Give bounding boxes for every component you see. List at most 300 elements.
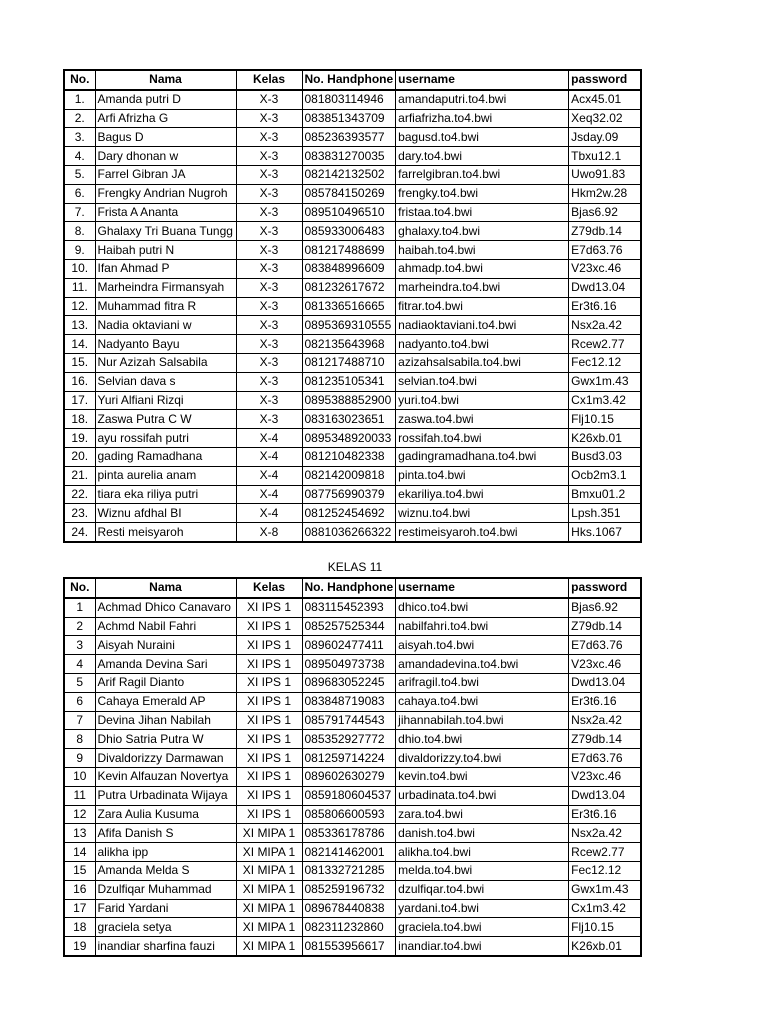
cell-handphone: 085352927772 <box>302 730 396 749</box>
cell-no: 2 <box>64 617 95 636</box>
cell-username: nadiaoktaviani.to4.bwi <box>396 316 569 335</box>
table-row <box>64 824 641 843</box>
cell-kelas: XI IPS 1 <box>236 673 302 692</box>
table-row <box>64 655 641 674</box>
cell-username: yardani.to4.bwi <box>396 899 569 918</box>
cell-handphone: 082311232860 <box>302 918 396 937</box>
cell-no: 10. <box>64 259 95 278</box>
cell-nama: Dary dhonan w <box>95 147 236 166</box>
cell-no: 1 <box>64 598 95 617</box>
cell-handphone: 081210482338 <box>302 447 396 466</box>
cell-handphone: 085933006483 <box>302 222 396 241</box>
cell-handphone: 083848719083 <box>302 692 396 711</box>
cell-nama: Haibah putri N <box>95 241 236 260</box>
cell-password: Dwd13.04 <box>569 278 641 297</box>
cell-no: 1. <box>64 90 95 109</box>
cell-handphone: 081252454692 <box>302 504 396 523</box>
table-row <box>64 429 641 448</box>
table-row <box>64 730 641 749</box>
cell-kelas: XI IPS 1 <box>236 598 302 617</box>
cell-no: 4 <box>64 655 95 674</box>
table-row <box>64 466 641 485</box>
header-nama: Nama <box>95 578 236 598</box>
cell-password: V23xc.46 <box>569 259 641 278</box>
table-row <box>64 711 641 730</box>
cell-handphone: 081259714224 <box>302 749 396 768</box>
cell-kelas: X-3 <box>236 278 302 297</box>
cell-username: nabilfahri.to4.bwi <box>396 617 569 636</box>
cell-password: Gwx1m.43 <box>569 372 641 391</box>
cell-username: pinta.to4.bwi <box>396 466 569 485</box>
cell-kelas: X-3 <box>236 203 302 222</box>
cell-kelas: X-3 <box>236 109 302 128</box>
table-row <box>64 372 641 391</box>
cell-kelas: X-3 <box>236 372 302 391</box>
cell-handphone: 0895369310555 <box>302 316 396 335</box>
cell-nama: pinta aurelia anam <box>95 466 236 485</box>
cell-handphone: 085236393577 <box>302 128 396 147</box>
table-row <box>64 937 641 956</box>
cell-kelas: XI IPS 1 <box>236 655 302 674</box>
cell-password: Dwd13.04 <box>569 673 641 692</box>
cell-handphone: 085257525344 <box>302 617 396 636</box>
cell-no: 3. <box>64 128 95 147</box>
cell-kelas: X-3 <box>236 391 302 410</box>
cell-nama: Nadyanto Bayu <box>95 335 236 354</box>
cell-no: 12 <box>64 805 95 824</box>
cell-kelas: X-3 <box>236 165 302 184</box>
cell-nama: Putra Urbadinata Wijaya <box>95 786 236 805</box>
cell-username: zara.to4.bwi <box>396 805 569 824</box>
cell-username: amandaputri.to4.bwi <box>396 90 569 109</box>
cell-handphone: 089683052245 <box>302 673 396 692</box>
cell-kelas: X-4 <box>236 485 302 504</box>
cell-nama: tiara eka riliya putri <box>95 485 236 504</box>
cell-handphone: 081217488710 <box>302 353 396 372</box>
cell-password: Fec12.12 <box>569 861 641 880</box>
cell-password: Er3t6.16 <box>569 692 641 711</box>
cell-nama: Achmad Dhico Canavaro <box>95 598 236 617</box>
cell-username: ekariliya.to4.bwi <box>396 485 569 504</box>
cell-handphone: 081232617672 <box>302 278 396 297</box>
cell-username: fristaa.to4.bwi <box>396 203 569 222</box>
table-row <box>64 880 641 899</box>
cell-handphone: 082142132502 <box>302 165 396 184</box>
cell-username: melda.to4.bwi <box>396 861 569 880</box>
cell-username: kevin.to4.bwi <box>396 767 569 786</box>
section-title-kelas-11: KELAS 11 <box>327 560 383 574</box>
cell-handphone: 081553956617 <box>302 937 396 956</box>
cell-username: restimeisyaroh.to4.bwi <box>396 523 569 542</box>
cell-no: 12. <box>64 297 95 316</box>
cell-nama: Kevin Alfauzan Novertya <box>95 767 236 786</box>
cell-password: Rcew2.77 <box>569 843 641 862</box>
header-username: username <box>396 578 569 598</box>
cell-handphone: 081217488699 <box>302 241 396 260</box>
cell-handphone: 081235105341 <box>302 372 396 391</box>
cell-username: arfiafrizha.to4.bwi <box>396 109 569 128</box>
cell-username: aisyah.to4.bwi <box>396 636 569 655</box>
table-row <box>64 203 641 222</box>
cell-no: 5. <box>64 165 95 184</box>
cell-handphone: 082141462001 <box>302 843 396 862</box>
cell-password: Gwx1m.43 <box>569 880 641 899</box>
table-row <box>64 184 641 203</box>
cell-username: selvian.to4.bwi <box>396 372 569 391</box>
cell-kelas: X-8 <box>236 523 302 542</box>
cell-handphone: 085806600593 <box>302 805 396 824</box>
cell-password: Dwd13.04 <box>569 786 641 805</box>
cell-username: danish.to4.bwi <box>396 824 569 843</box>
header-password: password <box>569 578 641 598</box>
cell-handphone: 082135643968 <box>302 335 396 354</box>
cell-nama: Resti meisyaroh <box>95 523 236 542</box>
cell-handphone: 085336178786 <box>302 824 396 843</box>
table-row <box>64 165 641 184</box>
cell-nama: gading Ramadhana <box>95 447 236 466</box>
table-row <box>64 767 641 786</box>
cell-nama: Nadia oktaviani w <box>95 316 236 335</box>
cell-kelas: XI IPS 1 <box>236 805 302 824</box>
cell-password: Acx45.01 <box>569 90 641 109</box>
cell-username: graciela.to4.bwi <box>396 918 569 937</box>
cell-password: Er3t6.16 <box>569 805 641 824</box>
cell-password: Bjas6.92 <box>569 598 641 617</box>
cell-handphone: 089678440838 <box>302 899 396 918</box>
cell-password: E7d63.76 <box>569 241 641 260</box>
table-row <box>64 617 641 636</box>
cell-nama: Zara Aulia Kusuma <box>95 805 236 824</box>
cell-nama: alikha ipp <box>95 843 236 862</box>
table-row <box>64 636 641 655</box>
table-header-row <box>64 578 641 598</box>
cell-handphone: 081336516665 <box>302 297 396 316</box>
cell-nama: Farrel Gibran JA <box>95 165 236 184</box>
cell-password: Z79db.14 <box>569 730 641 749</box>
cell-password: Flj10.15 <box>569 918 641 937</box>
cell-handphone: 085784150269 <box>302 184 396 203</box>
cell-username: nadyanto.to4.bwi <box>396 335 569 354</box>
cell-no: 7. <box>64 203 95 222</box>
cell-username: wiznu.to4.bwi <box>396 504 569 523</box>
cell-kelas: XI MIPA 1 <box>236 824 302 843</box>
header-username: username <box>396 70 569 90</box>
cell-password: Hkm2w.28 <box>569 184 641 203</box>
cell-username: arifragil.to4.bwi <box>396 673 569 692</box>
cell-handphone: 083851343709 <box>302 109 396 128</box>
cell-handphone: 0881036266322 <box>302 523 396 542</box>
cell-username: marheindra.to4.bwi <box>396 278 569 297</box>
cell-no: 16 <box>64 880 95 899</box>
cell-nama: Frista A Ananta <box>95 203 236 222</box>
cell-username: rossifah.to4.bwi <box>396 429 569 448</box>
cell-kelas: X-3 <box>236 297 302 316</box>
cell-password: V23xc.46 <box>569 655 641 674</box>
cell-kelas: XI IPS 1 <box>236 692 302 711</box>
table-row <box>64 109 641 128</box>
cell-kelas: X-3 <box>236 147 302 166</box>
cell-password: E7d63.76 <box>569 636 641 655</box>
table-row <box>64 128 641 147</box>
cell-no: 8 <box>64 730 95 749</box>
cell-username: alikha.to4.bwi <box>396 843 569 862</box>
cell-username: gadingramadhana.to4.bwi <box>396 447 569 466</box>
cell-password: Cx1m3.42 <box>569 899 641 918</box>
table-row <box>64 297 641 316</box>
cell-password: Bjas6.92 <box>569 203 641 222</box>
cell-kelas: X-3 <box>236 316 302 335</box>
cell-username: dzulfiqar.to4.bwi <box>396 880 569 899</box>
cell-nama: Marheindra Firmansyah <box>95 278 236 297</box>
cell-kelas: XI MIPA 1 <box>236 843 302 862</box>
table-row <box>64 899 641 918</box>
cell-nama: Amanda putri D <box>95 90 236 109</box>
cell-no: 11 <box>64 786 95 805</box>
cell-handphone: 083848996609 <box>302 259 396 278</box>
cell-no: 16. <box>64 372 95 391</box>
cell-no: 19 <box>64 937 95 956</box>
table-body <box>64 598 641 956</box>
cell-nama: ayu rossifah putri <box>95 429 236 448</box>
cell-nama: Frengky Andrian Nugroh <box>95 184 236 203</box>
table-row <box>64 598 641 617</box>
table-row <box>64 316 641 335</box>
cell-handphone: 089504973738 <box>302 655 396 674</box>
table-row <box>64 805 641 824</box>
table-row <box>64 523 641 542</box>
table-row <box>64 278 641 297</box>
cell-nama: Afifa Danish S <box>95 824 236 843</box>
cell-password: Jsday.09 <box>569 128 641 147</box>
cell-kelas: X-3 <box>236 353 302 372</box>
cell-kelas: XI MIPA 1 <box>236 861 302 880</box>
cell-kelas: X-4 <box>236 429 302 448</box>
cell-no: 14. <box>64 335 95 354</box>
cell-nama: Amanda Devina Sari <box>95 655 236 674</box>
cell-nama: graciela setya <box>95 918 236 937</box>
table-row <box>64 692 641 711</box>
table-body <box>64 90 641 542</box>
cell-no: 9. <box>64 241 95 260</box>
table-row <box>64 335 641 354</box>
cell-password: Er3t6.16 <box>569 297 641 316</box>
cell-kelas: XI IPS 1 <box>236 730 302 749</box>
cell-no: 6. <box>64 184 95 203</box>
cell-password: E7d63.76 <box>569 749 641 768</box>
table-header-row <box>64 70 641 90</box>
cell-handphone: 081803114946 <box>302 90 396 109</box>
table-row <box>64 918 641 937</box>
cell-kelas: X-4 <box>236 447 302 466</box>
cell-kelas: X-3 <box>236 184 302 203</box>
cell-kelas: XI IPS 1 <box>236 636 302 655</box>
cell-handphone: 0895388852900 <box>302 391 396 410</box>
cell-nama: Wiznu afdhal BI <box>95 504 236 523</box>
header-no: No. <box>64 70 95 90</box>
cell-handphone: 083831270035 <box>302 147 396 166</box>
cell-handphone: 089602630279 <box>302 767 396 786</box>
cell-username: jihannabilah.to4.bwi <box>396 711 569 730</box>
cell-no: 23. <box>64 504 95 523</box>
cell-nama: Arfi Afrizha G <box>95 109 236 128</box>
cell-kelas: XI IPS 1 <box>236 617 302 636</box>
cell-no: 9 <box>64 749 95 768</box>
cell-kelas: XI IPS 1 <box>236 749 302 768</box>
cell-no: 14 <box>64 843 95 862</box>
cell-no: 15. <box>64 353 95 372</box>
cell-nama: Nur Azizah Salsabila <box>95 353 236 372</box>
cell-no: 21. <box>64 466 95 485</box>
cell-nama: Muhammad fitra R <box>95 297 236 316</box>
table-row <box>64 147 641 166</box>
table-row <box>64 410 641 429</box>
cell-username: azizahsalsabila.to4.bwi <box>396 353 569 372</box>
cell-no: 18. <box>64 410 95 429</box>
cell-username: haibah.to4.bwi <box>396 241 569 260</box>
table-row <box>64 504 641 523</box>
cell-password: Busd3.03 <box>569 447 641 466</box>
table-row <box>64 391 641 410</box>
cell-kelas: X-3 <box>236 241 302 260</box>
cell-password: Uwo91.83 <box>569 165 641 184</box>
cell-kelas: X-3 <box>236 410 302 429</box>
table-row <box>64 861 641 880</box>
cell-kelas: X-4 <box>236 504 302 523</box>
cell-password: Fec12.12 <box>569 353 641 372</box>
cell-username: ahmadp.to4.bwi <box>396 259 569 278</box>
cell-no: 4. <box>64 147 95 166</box>
cell-username: ghalaxy.to4.bwi <box>396 222 569 241</box>
cell-username: inandiar.to4.bwi <box>396 937 569 956</box>
cell-nama: Cahaya Emerald AP <box>95 692 236 711</box>
cell-no: 20. <box>64 447 95 466</box>
cell-no: 10 <box>64 767 95 786</box>
cell-nama: Achmd Nabil Fahri <box>95 617 236 636</box>
cell-nama: Yuri Alfiani Rizqi <box>95 391 236 410</box>
cell-no: 3 <box>64 636 95 655</box>
cell-handphone: 0859180604537 <box>302 786 396 805</box>
header-nama: Nama <box>95 70 236 90</box>
cell-password: K26xb.01 <box>569 429 641 448</box>
cell-nama: Amanda Melda S <box>95 861 236 880</box>
cell-handphone: 087756990379 <box>302 485 396 504</box>
header-handphone: No. Handphone <box>302 578 396 598</box>
cell-nama: Ifan Ahmad P <box>95 259 236 278</box>
header-no: No. <box>64 578 95 598</box>
cell-nama: Zaswa Putra C W <box>95 410 236 429</box>
cell-nama: Aisyah Nuraini <box>95 636 236 655</box>
cell-kelas: XI MIPA 1 <box>236 899 302 918</box>
cell-no: 17 <box>64 899 95 918</box>
table-row <box>64 485 641 504</box>
table-row <box>64 353 641 372</box>
cell-kelas: X-3 <box>236 335 302 354</box>
cell-no: 7 <box>64 711 95 730</box>
cell-username: dary.to4.bwi <box>396 147 569 166</box>
cell-username: urbadinata.to4.bwi <box>396 786 569 805</box>
cell-password: Z79db.14 <box>569 222 641 241</box>
cell-kelas: X-4 <box>236 466 302 485</box>
cell-handphone: 089602477411 <box>302 636 396 655</box>
cell-password: Cx1m3.42 <box>569 391 641 410</box>
cell-password: Z79db.14 <box>569 617 641 636</box>
cell-kelas: XI IPS 1 <box>236 767 302 786</box>
table-row <box>64 749 641 768</box>
cell-nama: inandiar sharfina fauzi <box>95 937 236 956</box>
table-row <box>64 241 641 260</box>
cell-username: zaswa.to4.bwi <box>396 410 569 429</box>
table-row <box>64 222 641 241</box>
student-table-1 <box>63 69 642 543</box>
cell-no: 15 <box>64 861 95 880</box>
cell-password: Ocb2m3.1 <box>569 466 641 485</box>
cell-password: Rcew2.77 <box>569 335 641 354</box>
cell-handphone: 089510496510 <box>302 203 396 222</box>
table-row <box>64 447 641 466</box>
table-row <box>64 259 641 278</box>
cell-handphone: 085259196732 <box>302 880 396 899</box>
cell-username: farrelgibran.to4.bwi <box>396 165 569 184</box>
cell-no: 13 <box>64 824 95 843</box>
cell-no: 17. <box>64 391 95 410</box>
header-kelas: Kelas <box>236 70 302 90</box>
cell-password: Lpsh.351 <box>569 504 641 523</box>
header-handphone: No. Handphone <box>302 70 396 90</box>
cell-kelas: X-3 <box>236 90 302 109</box>
cell-nama: Selvian dava s <box>95 372 236 391</box>
cell-username: amandadevina.to4.bwi <box>396 655 569 674</box>
cell-no: 24. <box>64 523 95 542</box>
cell-username: frengky.to4.bwi <box>396 184 569 203</box>
cell-no: 19. <box>64 429 95 448</box>
cell-kelas: XI IPS 1 <box>236 786 302 805</box>
cell-username: cahaya.to4.bwi <box>396 692 569 711</box>
cell-nama: Ghalaxy Tri Buana Tungg <box>95 222 236 241</box>
cell-handphone: 083115452393 <box>302 598 396 617</box>
cell-nama: Farid Yardani <box>95 899 236 918</box>
cell-handphone: 083163023651 <box>302 410 396 429</box>
cell-username: fitrar.to4.bwi <box>396 297 569 316</box>
cell-no: 13. <box>64 316 95 335</box>
cell-nama: Divaldorizzy Darmawan <box>95 749 236 768</box>
cell-nama: Arif Ragil Dianto <box>95 673 236 692</box>
header-password: password <box>569 70 641 90</box>
cell-nama: Bagus D <box>95 128 236 147</box>
table-row <box>64 90 641 109</box>
cell-username: dhio.to4.bwi <box>396 730 569 749</box>
cell-handphone: 082142009818 <box>302 466 396 485</box>
table-row <box>64 786 641 805</box>
cell-password: Nsx2a.42 <box>569 316 641 335</box>
cell-password: Flj10.15 <box>569 410 641 429</box>
cell-no: 8. <box>64 222 95 241</box>
cell-kelas: X-3 <box>236 259 302 278</box>
cell-username: dhico.to4.bwi <box>396 598 569 617</box>
cell-handphone: 081332721285 <box>302 861 396 880</box>
header-kelas: Kelas <box>236 578 302 598</box>
cell-kelas: X-3 <box>236 222 302 241</box>
cell-password: Hks.1067 <box>569 523 641 542</box>
cell-no: 6 <box>64 692 95 711</box>
cell-handphone: 0895348920033 <box>302 429 396 448</box>
cell-no: 5 <box>64 673 95 692</box>
cell-kelas: XI MIPA 1 <box>236 918 302 937</box>
student-table-2 <box>63 577 642 957</box>
cell-kelas: XI MIPA 1 <box>236 880 302 899</box>
cell-no: 2. <box>64 109 95 128</box>
cell-password: V23xc.46 <box>569 767 641 786</box>
cell-username: divaldorizzy.to4.bwi <box>396 749 569 768</box>
